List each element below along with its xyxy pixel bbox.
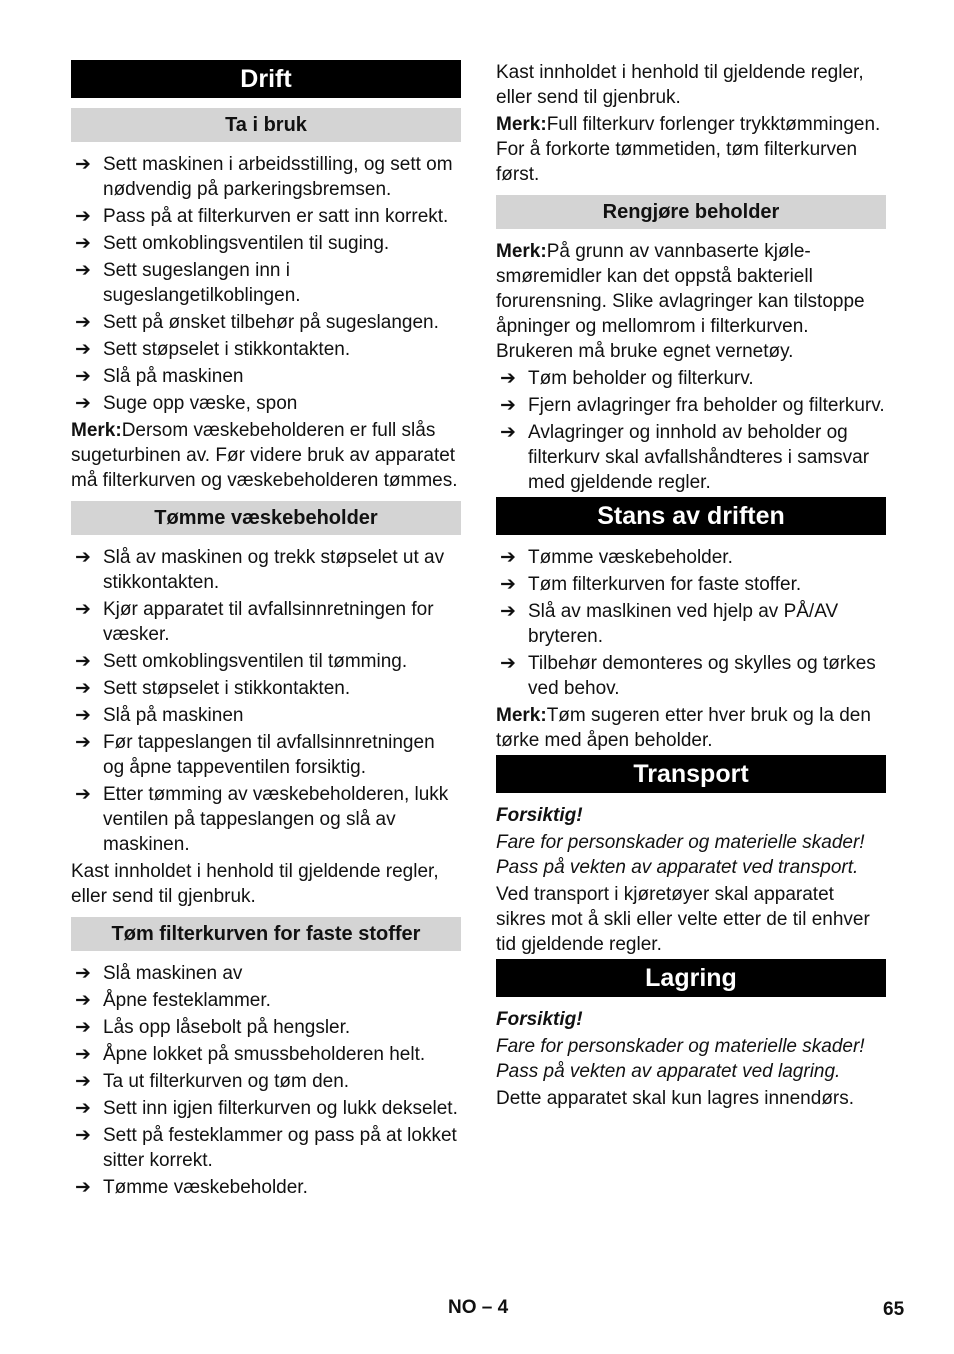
arrow-right-icon: ➔ — [75, 233, 91, 254]
step-text: Lås opp låsebolt på hengsler. — [103, 1017, 351, 1038]
arrow-right-icon: ➔ — [75, 678, 91, 699]
step-text: Tømme væskebeholder. — [103, 1177, 308, 1198]
arrow-right-icon: ➔ — [75, 260, 91, 281]
step-text: Slå på maskinen — [103, 366, 244, 387]
note-paragraph — [496, 703, 886, 753]
step-text: Åpne lokket på smussbeholderen helt. — [103, 1044, 426, 1065]
note-paragraph — [496, 239, 886, 364]
note-label: Merk: — [71, 420, 122, 441]
step-item — [496, 651, 886, 701]
arrow-right-icon: ➔ — [75, 1071, 91, 1092]
footer-language-page: NO – 4 — [448, 1297, 509, 1318]
note-text: Tøm sugeren etter hver bruk og la den tørke med åpen beholder. — [496, 705, 871, 751]
arrow-right-icon: ➔ — [500, 547, 516, 568]
paragraph: Dette apparatet skal kun lagres innendørs. — [496, 1088, 855, 1109]
paragraph: Kast innholdet i henhold til gjeldende regler, eller send til gjenbruk. — [71, 861, 439, 907]
step-item — [71, 703, 461, 728]
step-item — [71, 231, 461, 256]
step-item — [71, 310, 461, 335]
step-text: Sett sugeslangen inn i sugeslangetilkoblingen. — [103, 260, 301, 306]
step-text: Tilbehør demonteres og skylles og tørkes ved behov. — [528, 653, 876, 699]
arrow-right-icon: ➔ — [75, 705, 91, 726]
step-text: Fjern avlagringer fra beholder og filterkurv. — [528, 395, 885, 416]
step-item — [71, 152, 461, 202]
step-item — [71, 391, 461, 416]
note-text: Full filterkurv forlenger trykktømmingen. For å forkorte tømmetiden, tøm filterkurven først. — [496, 114, 881, 185]
caution-label: Forsiktig! — [496, 1009, 583, 1030]
step-text: Sett støpselet i stikkontakten. — [103, 678, 351, 699]
arrow-right-icon: ➔ — [75, 1017, 91, 1038]
step-text: Sett støpselet i stikkontakten. — [103, 339, 351, 360]
arrow-right-icon: ➔ — [75, 963, 91, 984]
paragraph: Ved transport i kjøretøyer skal apparatet sikres mot å skli eller velte etter de til enhver tid gjeldende regler. — [496, 884, 870, 955]
step-text: Pass på at filterkurven er satt inn korrekt. — [103, 206, 449, 227]
arrow-right-icon: ➔ — [75, 366, 91, 387]
left-column — [71, 60, 461, 1202]
arrow-right-icon: ➔ — [75, 1177, 91, 1198]
step-item — [71, 1069, 461, 1094]
step-item — [71, 988, 461, 1013]
step-item — [496, 420, 886, 495]
arrow-right-icon: ➔ — [500, 368, 516, 389]
step-text: Åpne festeklammer. — [103, 990, 271, 1011]
step-text: Slå av maslkinen ved hjelp av PÅ/AV bryteren. — [528, 601, 839, 647]
step-text: Slå på maskinen — [103, 705, 244, 726]
arrow-right-icon: ➔ — [75, 1044, 91, 1065]
arrow-right-icon: ➔ — [75, 732, 91, 753]
step-text: Etter tømming av væskebeholderen, lukk ventilen på tappeslangen og slå av maskinen. — [103, 784, 449, 855]
right-column — [496, 60, 886, 1113]
step-item — [71, 1123, 461, 1173]
step-text: Slå av maskinen og trekk støpselet ut av stikkontakten. — [103, 547, 445, 593]
arrow-right-icon: ➔ — [75, 312, 91, 333]
note-label: Merk: — [496, 705, 547, 726]
subsection-heading: Tømme væskebeholder — [71, 501, 461, 535]
step-item — [71, 676, 461, 701]
note-text: Dersom væskebeholderen er full slås sugeturbinen av. Før videre bruk av apparatet må filterkurven og væskebeholderen tømmes. — [71, 420, 458, 491]
caution-label: Forsiktig! — [496, 805, 583, 826]
step-item — [71, 961, 461, 986]
arrow-right-icon: ➔ — [75, 393, 91, 414]
arrow-right-icon: ➔ — [75, 990, 91, 1011]
arrow-right-icon: ➔ — [75, 784, 91, 805]
arrow-right-icon: ➔ — [75, 1125, 91, 1146]
arrow-right-icon: ➔ — [75, 206, 91, 227]
step-text: Sett inn igjen filterkurven og lukk dekselet. — [103, 1098, 458, 1119]
step-item — [71, 730, 461, 780]
arrow-right-icon: ➔ — [75, 154, 91, 175]
step-item — [496, 366, 886, 391]
section-heading: Lagring — [496, 959, 886, 997]
step-item — [496, 572, 886, 597]
paragraph: Kast innholdet i henhold til gjeldende regler, eller send til gjenbruk. — [496, 62, 864, 108]
step-text: Tømme væskebeholder. — [528, 547, 733, 568]
step-text: Sett maskinen i arbeidsstilling, og sett om nødvendig på parkeringsbremsen. — [103, 154, 453, 200]
page-number: 65 — [883, 1299, 905, 1320]
arrow-right-icon: ➔ — [500, 653, 516, 674]
step-text: Suge opp væske, spon — [103, 393, 298, 414]
step-item — [71, 597, 461, 647]
step-item — [71, 258, 461, 308]
arrow-right-icon: ➔ — [75, 547, 91, 568]
section-heading: Stans av driften — [496, 497, 886, 535]
arrow-right-icon: ➔ — [500, 574, 516, 595]
arrow-right-icon: ➔ — [500, 601, 516, 622]
step-text: Tøm filterkurven for faste stoffer. — [528, 574, 802, 595]
step-text: Sett på festeklammer og pass på at lokket sitter korrekt. — [103, 1125, 457, 1171]
step-text: Sett omkoblingsventilen til tømming. — [103, 651, 408, 672]
step-text: Tøm beholder og filterkurv. — [528, 368, 754, 389]
arrow-right-icon: ➔ — [75, 1098, 91, 1119]
note-paragraph — [71, 418, 461, 493]
step-item — [71, 204, 461, 229]
step-item — [71, 1175, 461, 1200]
step-text: Slå maskinen av — [103, 963, 243, 984]
arrow-right-icon: ➔ — [75, 651, 91, 672]
note-paragraph — [496, 112, 886, 187]
step-text: Sett omkoblingsventilen til suging. — [103, 233, 390, 254]
arrow-right-icon: ➔ — [500, 422, 516, 443]
note-label: Merk: — [496, 241, 547, 262]
step-text: Kjør apparatet til avfallsinnretningen for væsker. — [103, 599, 434, 645]
arrow-right-icon: ➔ — [500, 395, 516, 416]
caution-text: Fare for personskader og materielle skader! Pass på vekten av apparatet ved transport. — [496, 832, 865, 878]
step-item — [496, 545, 886, 570]
subsection-heading: Rengjøre beholder — [496, 195, 886, 229]
note-text: På grunn av vannbaserte kjøle-smøremidler kan det oppstå bakteriell forurensning. Slike avlagringer kan tilstoppe åpninger og mellomrom i filterkurven. Brukeren må bruke egnet vernetøy. — [496, 241, 865, 362]
arrow-right-icon: ➔ — [75, 339, 91, 360]
step-item — [71, 545, 461, 595]
step-item — [71, 364, 461, 389]
subsection-heading: Ta i bruk — [71, 108, 461, 142]
step-item — [71, 1096, 461, 1121]
step-item — [71, 649, 461, 674]
step-text: Sett på ønsket tilbehør på sugeslangen. — [103, 312, 439, 333]
step-item — [71, 337, 461, 362]
step-text: Før tappeslangen til avfallsinnretningen og åpne tappeventilen forsiktig. — [103, 732, 435, 778]
step-item — [496, 393, 886, 418]
step-item — [496, 599, 886, 649]
caution-text: Fare for personskader og materielle skader! Pass på vekten av apparatet ved lagring. — [496, 1036, 865, 1082]
section-heading: Transport — [496, 755, 886, 793]
step-item — [71, 1042, 461, 1067]
arrow-right-icon: ➔ — [75, 599, 91, 620]
note-label: Merk: — [496, 114, 547, 135]
subsection-heading: Tøm filterkurven for faste stoffer — [71, 917, 461, 951]
step-text: Ta ut filterkurven og tøm den. — [103, 1071, 350, 1092]
section-heading: Drift — [71, 60, 461, 98]
step-item — [71, 782, 461, 857]
step-item — [71, 1015, 461, 1040]
step-text: Avlagringer og innhold av beholder og filterkurv skal avfallshåndteres i samsvar med gjeldende regler. — [528, 422, 870, 493]
